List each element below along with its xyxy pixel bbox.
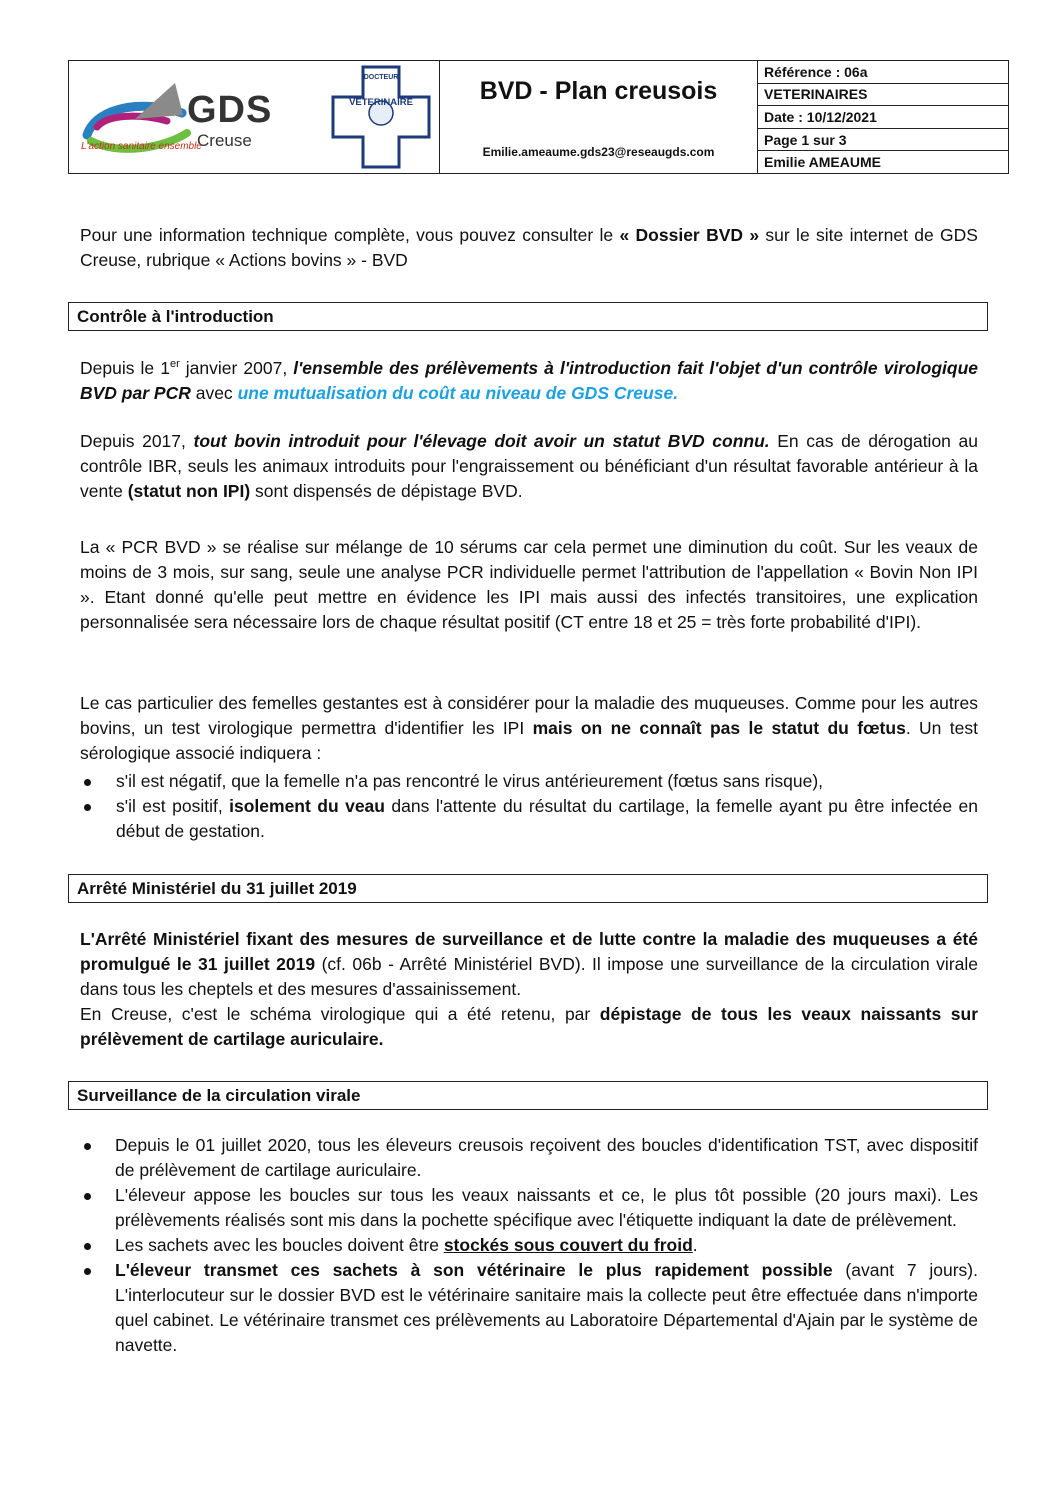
s2-p1-text-b: (cf. 06b - Arrêté Ministériel BVD). Il impose une surveillance de la circulation virale dans tous les cheptels et des mesures d'assainissement. bbox=[80, 954, 978, 999]
header-title-cell bbox=[440, 61, 758, 173]
page-number-field: Page 1 sur 3 bbox=[758, 129, 1008, 152]
s3-bullet-1-text: Depuis le 01 juillet 2020, tous les éleveurs creusois reçoivent des boucles d'identification TST, avec dispositif de prélèvement de cartilage auriculaire. bbox=[115, 1135, 978, 1180]
s1-bullet-1-text: s'il est négatif, que la femelle n'a pas rencontré le virus antérieurement (fœtus sans risque), bbox=[116, 771, 824, 791]
list-item bbox=[80, 1183, 978, 1233]
s1-p4-text-c: . Un test sérologique associé indiquera : bbox=[80, 718, 978, 763]
header-meta bbox=[758, 61, 1008, 173]
bullet-icon bbox=[84, 1143, 91, 1150]
audience-field: VETERINAIRES bbox=[758, 84, 1008, 107]
bullet-icon bbox=[84, 1268, 91, 1275]
bullet-icon bbox=[84, 779, 91, 786]
bullet-icon bbox=[84, 1193, 91, 1200]
s1-paragraph-4 bbox=[80, 691, 978, 766]
section-heading-introduction: Contrôle à l'introduction bbox=[68, 302, 988, 331]
s3-bullet-4-text-b: (avant 7 jours). L'interlocuteur sur le dossier BVD est le vétérinaire sanitaire mais la collecte peut être effectuée dans n'importe quel cabinet. Le vétérinaire transmet ces prélèvements au Laboratoire Départemental d'Ajain par le système de navette. bbox=[115, 1260, 978, 1355]
s1-p2-bold: (statut non IPI) bbox=[127, 481, 251, 501]
list-item bbox=[80, 794, 978, 844]
s3-bullet-4-bold: L'éleveur transmet ces sachets à son vétérinaire le plus rapidement possible bbox=[115, 1260, 833, 1280]
s1-paragraph-1 bbox=[80, 352, 978, 406]
bullet-icon bbox=[84, 1243, 91, 1250]
section-heading-surveillance: Surveillance de la circulation virale bbox=[68, 1081, 988, 1110]
s1-p1-text-d: avec bbox=[190, 382, 238, 403]
s1-bullet-2-text-c: dans l'attente du résultat du cartilage, la femelle ayant pu être infectée en début de gestation. bbox=[116, 796, 978, 841]
s1-p4-text-a: Le cas particulier des femelles gestantes est à considérer pour la maladie des muqueuses. Comme pour les autres bovins, un test virologique permettra d'identifier les IPI bbox=[80, 693, 978, 738]
s1-paragraph-3: La « PCR BVD » se réalise sur mélange de 10 sérums car cela permet une diminution du coût. Sur les veaux de moins de 3 mois, sur sang, seule une analyse PCR individuelle permet l'attribution de l'appellation « Bovin Non IPI ». Etant donné qu'elle peut mettre en évidence les IPI mais aussi des infectés transitoires, une explication personnalisée sera nécessaire lors de chaque résultat positif (CT entre 18 et 25 = très forte probabilité d'IPI). bbox=[80, 537, 978, 632]
bullet-icon bbox=[84, 804, 91, 811]
s3-bullet-2-text: L'éleveur appose les boucles sur tous les veaux naissants et ce, le plus tôt possible (20 jours maxi). Les prélèvements réalisés sont mis dans la pochette spécifique avec l'étiquette indiquant la date de prélèvement. bbox=[115, 1185, 978, 1230]
s1-p2-text-c: En cas de dérogation au contrôle IBR, seuls les animaux introduits pour l'engraissement ou bénéficiant d'un résultat favorable antérieur à la vente bbox=[80, 431, 978, 501]
s2-p1-bold: L'Arrêté Ministériel fixant des mesures de surveillance et de lutte contre la maladie des muqueuses a été promulgué le 31 juillet 2019 bbox=[80, 929, 978, 974]
gds-logo-subtext: Creuse bbox=[197, 131, 252, 150]
date-field: Date : 10/12/2021 bbox=[758, 106, 1008, 129]
list-item bbox=[80, 1233, 978, 1258]
s1-p4-bold: mais on ne connaît pas le statut du fœtus bbox=[532, 718, 906, 738]
s1-paragraph-2 bbox=[80, 429, 978, 504]
s2-paragraph-1 bbox=[80, 927, 978, 1052]
gds-logo-text: GDS bbox=[187, 89, 273, 131]
s1-p2-emphasis: tout bovin introduit pour l'élevage doit avoir un statut BVD connu. bbox=[193, 431, 770, 451]
s3-bullet-3-text-c: . bbox=[692, 1235, 698, 1255]
list-item bbox=[80, 769, 978, 794]
document-header bbox=[68, 60, 1009, 174]
intro-paragraph bbox=[80, 223, 978, 273]
intro-dossier-link: « Dossier BVD » bbox=[619, 225, 760, 245]
veterinaire-cross-icon bbox=[331, 65, 431, 169]
s1-bullet-2-text-a: s'il est positif, bbox=[116, 796, 230, 816]
section-heading-arrete: Arrêté Ministériel du 31 juillet 2019 bbox=[68, 874, 988, 903]
s1-p1-highlight: une mutualisation du coût au niveau de GDS Creuse. bbox=[237, 382, 679, 403]
s1-bullet-list bbox=[80, 769, 978, 844]
vet-label-text: VETERINAIRE bbox=[349, 97, 413, 108]
gds-logo-tagline: L'action sanitaire ensemble bbox=[81, 141, 202, 152]
document-title: BVD - Plan creusois bbox=[479, 77, 718, 105]
s1-p1-text-b: janvier 2007, bbox=[179, 357, 294, 378]
s1-p2-text-e: sont dispensés de dépistage BVD. bbox=[250, 481, 523, 501]
s3-bullet-list bbox=[80, 1133, 978, 1358]
list-item bbox=[80, 1258, 978, 1358]
reference-field: Référence : 06a bbox=[758, 61, 1008, 84]
s1-p1-emphasis: l'ensemble des prélèvements à l'introduction fait l'objet d'un contrôle virologique BVD par PCR bbox=[80, 357, 978, 403]
s2-p2-text-a: En Creuse, c'est le schéma virologique qui a été retenu, par bbox=[80, 1004, 600, 1024]
intro-text-1: Pour une information technique complète, vous pouvez consulter le bbox=[80, 225, 620, 245]
s3-bullet-3-text-a: Les sachets avec les boucles doivent être bbox=[115, 1235, 444, 1255]
intro-text-2: sur le site internet de GDS Creuse, rubrique « Actions bovins » - BVD bbox=[80, 225, 978, 270]
header-logos bbox=[69, 61, 440, 173]
s1-bullet-2-bold: isolement du veau bbox=[229, 796, 385, 816]
s1-p2-text-a: Depuis 2017, bbox=[80, 431, 194, 451]
contact-email: Emilie.ameaume.gds23@reseaugds.com bbox=[482, 145, 715, 159]
list-item bbox=[80, 1133, 978, 1183]
s2-p2-bold: dépistage de tous les veaux naissants sur prélèvement de cartilage auriculaire. bbox=[80, 1004, 979, 1049]
s1-p1-sup: er bbox=[169, 358, 180, 370]
author-field: Emilie AMEAUME bbox=[764, 154, 881, 171]
s3-bullet-3-underline: stockés sous couvert du froid bbox=[443, 1235, 693, 1255]
vet-top-text: DOCTEUR bbox=[363, 74, 399, 81]
s1-p1-text-a: Depuis le 1 bbox=[80, 357, 170, 378]
